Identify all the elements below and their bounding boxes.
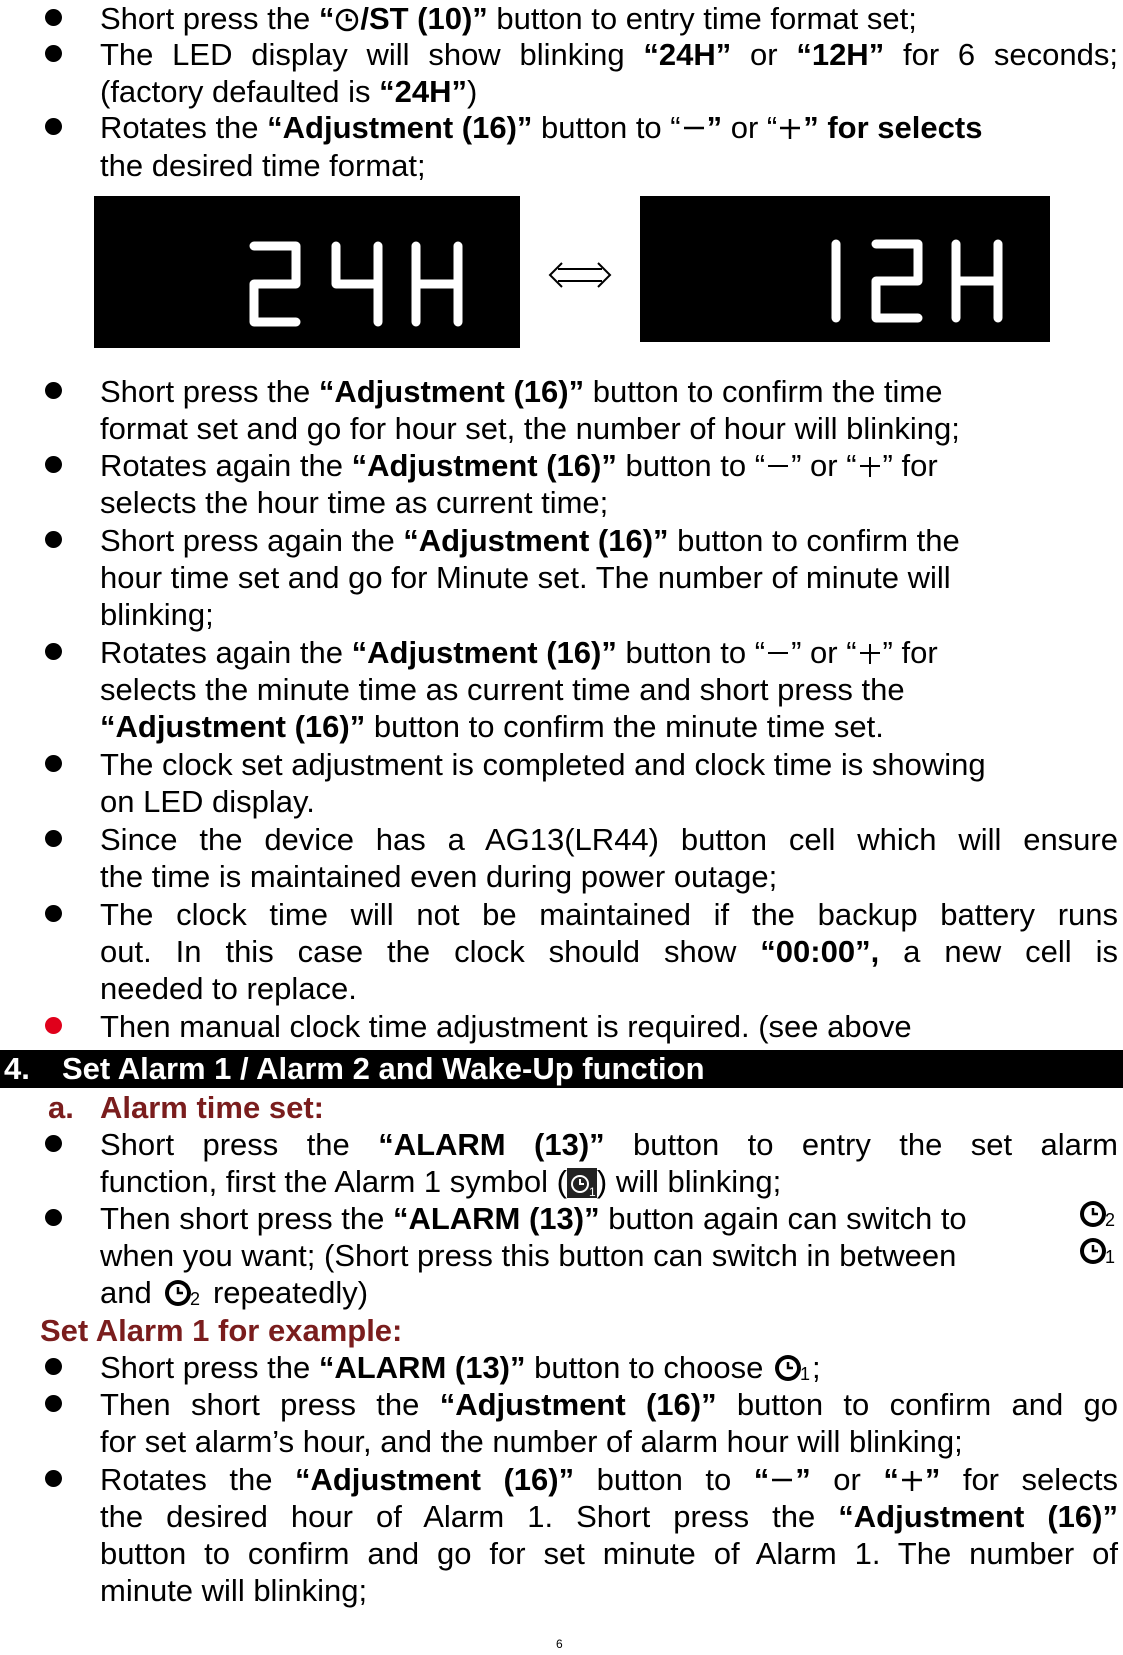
line-20: The clock time will not be maintained if the backup battery runs bbox=[100, 897, 1118, 932]
section-header bbox=[0, 1050, 1123, 1088]
minus-icon bbox=[765, 641, 791, 667]
bullet bbox=[45, 1358, 62, 1375]
led-24h-digits bbox=[94, 196, 520, 348]
alarm-2-icon bbox=[160, 1277, 204, 1309]
line-16: The clock set adjustment is completed and clock time is showing bbox=[100, 747, 986, 782]
line-4: Rotates the “Adjustment (16)” button to “ ” or “ ” for selects bbox=[100, 110, 983, 145]
bullet bbox=[45, 905, 62, 922]
line-33: the desired hour of Alarm 1. Short press the “Adjustment (16)” bbox=[100, 1499, 1118, 1534]
alarm-1-icon bbox=[772, 1352, 812, 1384]
led-12h-digits bbox=[640, 196, 1050, 342]
line-11: hour time set and go for Minute set. The number of minute will bbox=[100, 560, 951, 595]
bullet bbox=[45, 382, 62, 399]
line-17: on LED display. bbox=[100, 784, 315, 819]
line-24: Short press the “ALARM (13)” button to entry the set alarm bbox=[100, 1127, 1118, 1162]
svg-text:1: 1 bbox=[799, 1364, 810, 1384]
line-29: Short press the “ALARM (13)” button to choose 1 ; bbox=[100, 1350, 821, 1385]
bullet-red bbox=[45, 1017, 62, 1034]
line-8: Rotates again the “Adjustment (16)” button to “ ” or “ ” for bbox=[100, 448, 938, 483]
section-number: 4. bbox=[4, 1051, 30, 1086]
bullet bbox=[45, 643, 62, 660]
bullet bbox=[45, 755, 62, 772]
bullet bbox=[45, 830, 62, 847]
svg-text:1: 1 bbox=[588, 1185, 596, 1198]
minus-icon bbox=[769, 1468, 795, 1494]
bullet bbox=[45, 118, 62, 135]
line-14: selects the minute time as current time and short press the bbox=[100, 672, 905, 707]
bullet bbox=[45, 1395, 62, 1412]
bullet bbox=[45, 1470, 62, 1487]
line-10: Short press again the “Adjustment (16)” button to confirm the bbox=[100, 523, 960, 558]
line-18: Since the device has a AG13(LR44) button cell which will ensure bbox=[100, 822, 1118, 857]
line-5: the desired time format; bbox=[100, 148, 426, 183]
alarm-1-icon bbox=[567, 1168, 597, 1198]
bullet bbox=[45, 9, 62, 26]
bullet bbox=[45, 1209, 62, 1226]
minus-icon bbox=[681, 116, 707, 142]
line-15: “Adjustment (16)” button to confirm the minute time set. bbox=[100, 709, 884, 744]
led-display-12h bbox=[640, 196, 1050, 342]
subheading-title: Alarm time set: bbox=[100, 1090, 324, 1125]
page-number: 6 bbox=[556, 1637, 563, 1651]
line-31: for set alarm’s hour, and the number of alarm hour will blinking; bbox=[100, 1424, 963, 1459]
line-7: format set and go for hour set, the number of hour will blinking; bbox=[100, 411, 960, 446]
plus-icon bbox=[857, 641, 883, 667]
line-26: Then short press the “ALARM (13)” button again can switch to bbox=[100, 1201, 967, 1236]
double-arrow-icon bbox=[548, 255, 612, 295]
line-19: the time is maintained even during power outage; bbox=[100, 859, 778, 894]
line-21: out. In this case the clock should show “00:00”, a new cell is bbox=[100, 934, 1118, 969]
plus-icon bbox=[857, 454, 883, 480]
line-35: minute will blinking; bbox=[100, 1573, 368, 1608]
bullet bbox=[45, 45, 62, 62]
bullet bbox=[45, 456, 62, 473]
line-2: The LED display will show blinking “24H” or “12H” for 6 seconds; bbox=[100, 37, 1118, 72]
line-25: function, first the Alarm 1 symbol ( 1 ) will blinking; bbox=[100, 1164, 782, 1199]
line-23: Then manual clock time adjustment is required. (see above bbox=[100, 1009, 912, 1044]
svg-text:1: 1 bbox=[1105, 1247, 1116, 1267]
alarm-1-icon bbox=[1077, 1235, 1117, 1267]
line-6: Short press the “Adjustment (16)” button to confirm the time bbox=[100, 374, 943, 409]
line-12: blinking; bbox=[100, 597, 214, 632]
svg-text:2: 2 bbox=[190, 1289, 201, 1309]
clock-set-icon bbox=[334, 7, 360, 33]
bullet bbox=[45, 531, 62, 548]
minus-icon bbox=[765, 454, 791, 480]
line-32: Rotates the “Adjustment (16)” button to “ ” or “ ” for selects bbox=[100, 1462, 1118, 1497]
alarm-2-icon bbox=[1077, 1198, 1117, 1230]
line-34: button to confirm and go for set minute of Alarm 1. The number of bbox=[100, 1536, 1118, 1571]
bullet bbox=[45, 1135, 62, 1152]
example-heading: Set Alarm 1 for example: bbox=[40, 1313, 403, 1348]
line-28: and 2 repeatedly) bbox=[100, 1275, 369, 1310]
line-27: when you want; (Short press this button can switch in between bbox=[100, 1238, 957, 1273]
svg-text:2: 2 bbox=[1105, 1210, 1116, 1230]
line-3: (factory defaulted is “24H”) bbox=[100, 74, 478, 109]
led-display-24h bbox=[94, 196, 520, 348]
line-9: selects the hour time as current time; bbox=[100, 485, 609, 520]
line-1: Short press the “ /ST (10)” button to entry time format set; bbox=[100, 1, 917, 36]
plus-icon bbox=[777, 116, 803, 142]
line-13: Rotates again the “Adjustment (16)” button to “ ” or “ ” for bbox=[100, 635, 938, 670]
line-30: Then short press the “Adjustment (16)” button to confirm and go bbox=[100, 1387, 1118, 1422]
subheading-letter: a. bbox=[48, 1090, 74, 1125]
plus-icon bbox=[899, 1468, 925, 1494]
line-22: needed to replace. bbox=[100, 971, 357, 1006]
section-title: Set Alarm 1 / Alarm 2 and Wake-Up function bbox=[62, 1051, 705, 1086]
